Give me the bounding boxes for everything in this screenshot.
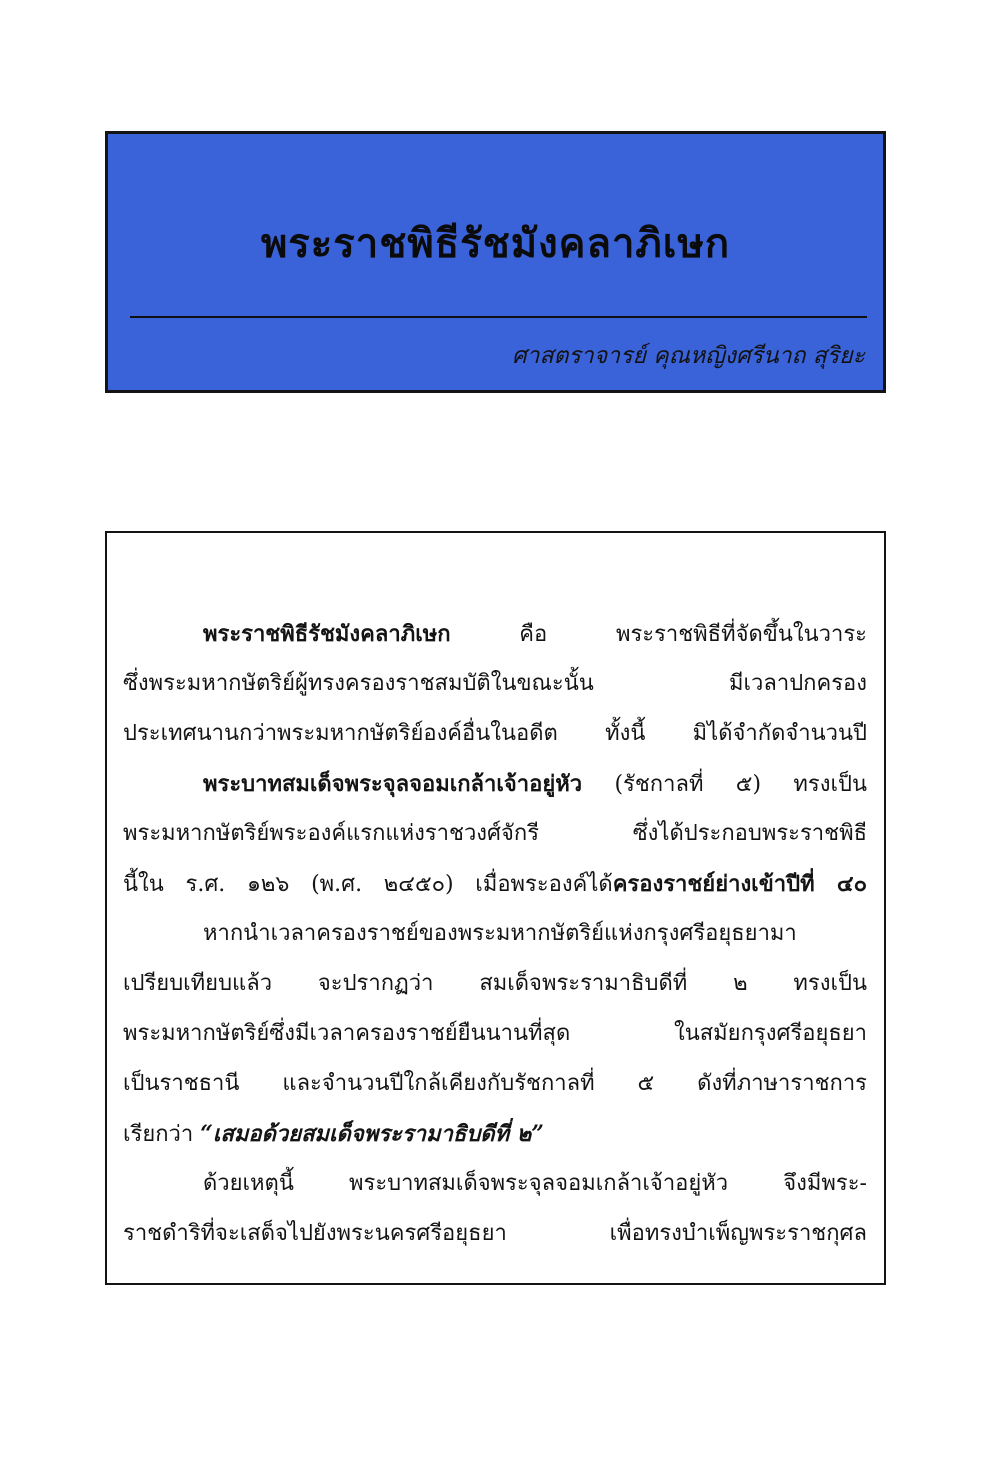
text-run: เรียกว่า bbox=[123, 1122, 201, 1147]
paragraph-1-line-1 bbox=[123, 609, 867, 659]
title-divider bbox=[130, 316, 867, 318]
paragraph-3-line-1: หากนำเวลาครองราชย์ของพระมหากษัตริย์แห่งกรุงศรีอยุธยามา bbox=[203, 921, 797, 946]
text-run: นี้ใน ร.ศ. ๑๒๖ (พ.ศ. ๒๔๕๐) เมื่อพระองค์ได้ bbox=[123, 872, 613, 897]
paragraph-2-line-3 bbox=[123, 859, 867, 909]
quote-highlight: “เสมอด้วยสมเด็จพระรามาธิบดีที่ ๒” bbox=[200, 1121, 544, 1147]
paragraph-2-line-2: พระมหากษัตริย์พระองค์แรกแห่งราชวงศ์จักรี ซึ่งได้ประกอบพระราชพิธี bbox=[123, 821, 867, 846]
paragraph-3-line-4: เป็นราชธานี และจำนวนปีใกล้เคียงกับรัชกาลที่ ๕ ดังที่ภาษาราชการ bbox=[123, 1071, 867, 1096]
paragraph-3-line-3: พระมหากษัตริย์ซึ่งมีเวลาครองราชย์ยืนนานที่สุด ในสมัยกรุงศรีอยุธยา bbox=[123, 1021, 867, 1046]
paragraph-1-line-3: ประเทศนานกว่าพระมหากษัตริย์องค์อื่นในอดีต ทั้งนี้ มิได้จำกัดจำนวนปี bbox=[123, 721, 867, 746]
body-text bbox=[123, 609, 867, 1259]
paragraph-2-line-1 bbox=[123, 759, 867, 809]
text-run: (รัชกาลที่ ๕) ทรงเป็น bbox=[582, 772, 867, 797]
paragraph-3-line-2: เปรียบเทียบแล้ว จะปรากฏว่า สมเด็จพระรามาธิบดีที่ ๒ ทรงเป็น bbox=[123, 971, 867, 996]
reign-year-highlight: ครองราชย์ย่างเข้าปีที่ ๔๐ bbox=[612, 871, 867, 897]
body-text-frame bbox=[105, 531, 886, 1285]
text-run: คือ พระราชพิธีที่จัดขึ้นในวาระ bbox=[450, 622, 867, 647]
author-name: ศาสตราจารย์ คุณหญิงศรีนาถ สุริยะ bbox=[511, 343, 865, 369]
title-banner bbox=[105, 131, 886, 393]
king-name-highlight: พระบาทสมเด็จพระจุลจอมเกล้าเจ้าอยู่หัว bbox=[203, 771, 583, 797]
paragraph-1-line-2: ซึ่งพระมหากษัตริย์ผู้ทรงครองราชสมบัติในขณะนั้น มีเวลาปกครอง bbox=[123, 671, 867, 696]
page-title: พระราชพิธีรัชมังคลาภิเษก bbox=[260, 221, 731, 267]
paragraph-3-line-5 bbox=[123, 1109, 867, 1159]
paragraph-4-line-1: ด้วยเหตุนี้ พระบาทสมเด็จพระจุลจอมเกล้าเจ้าอยู่หัว จึงมีพระ- bbox=[203, 1171, 867, 1196]
paragraph-4-line-2: ราชดำริที่จะเสด็จไปยังพระนครศรีอยุธยา เพื่อทรงบำเพ็ญพระราชกุศล bbox=[123, 1221, 867, 1246]
term-highlight: พระราชพิธีรัชมังคลาภิเษก bbox=[203, 621, 451, 647]
